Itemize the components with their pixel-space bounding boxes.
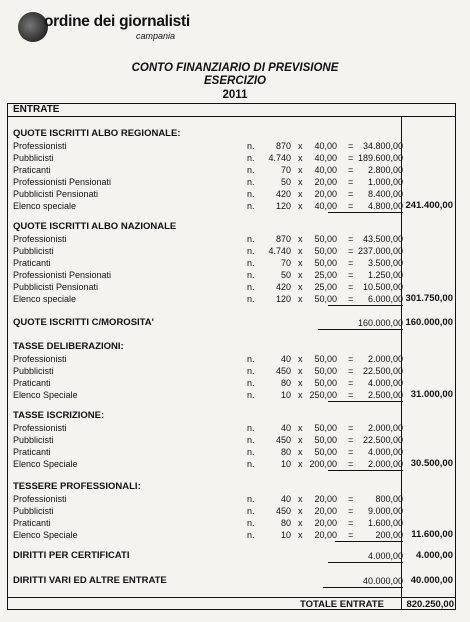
table-row (13, 164, 453, 176)
row-amount: 4.800,00 (328, 200, 403, 213)
row-count: 420 (275, 281, 291, 292)
grand-total-bar (7, 597, 456, 610)
document-subtitle: ESERCIZIO (204, 75, 266, 87)
row-times: x (298, 423, 303, 433)
row-rate: 200,00 (309, 458, 337, 469)
row-rate: 50,00 (314, 234, 337, 244)
table-row (13, 493, 453, 505)
table-row (13, 140, 453, 152)
row-n: n. (247, 269, 255, 280)
table-row (13, 377, 453, 389)
row-times: x (298, 458, 303, 469)
row-times: x (298, 269, 303, 280)
row-equals: = (348, 365, 354, 376)
section-total: 31.000,00 (410, 388, 453, 400)
row-equals: = (348, 517, 354, 528)
row-count: 420 (275, 188, 291, 199)
section-title: TASSE ISCRIZIONE: (13, 410, 105, 421)
logo (18, 8, 218, 48)
row-amount: 2.800,00 (367, 164, 403, 175)
row-rate: 50,00 (314, 365, 337, 376)
row-label: Praticanti (13, 257, 51, 268)
row-count: 80 (280, 517, 291, 528)
row-count: 40 (280, 423, 291, 433)
grand-total-value: 820.250,00 (406, 599, 454, 610)
row-n: n. (247, 141, 255, 151)
row-amount: 2.000,00 (367, 423, 403, 433)
row-equals: = (348, 152, 354, 163)
row-equals: = (348, 458, 354, 469)
row-rate: 50,00 (314, 434, 337, 445)
row-amount: 1.000,00 (367, 176, 403, 187)
section-total: 30.500,00 (410, 457, 453, 469)
row-times: x (298, 188, 303, 199)
section-total: 301.750,00 (405, 292, 453, 304)
row-amount: 2.000,00 (328, 458, 403, 471)
row-label: Pubblicisti (13, 152, 54, 163)
row-count: 70 (280, 257, 291, 268)
row-times: x (298, 234, 303, 244)
row-equals: = (348, 423, 354, 433)
section-total: 160.000,00 (405, 317, 453, 328)
section-total: 11.600,00 (411, 528, 453, 540)
row-rate: 50,00 (314, 446, 337, 457)
table-row (13, 269, 453, 281)
row-rate: 40,00 (314, 200, 337, 211)
section-title: QUOTE ISCRITTI C/MOROSITA' (13, 317, 154, 328)
section-total: 241.400,00 (405, 199, 453, 211)
row-count: 120 (275, 293, 291, 304)
logo-subtitle: campania (136, 31, 176, 41)
row-times: x (298, 354, 303, 364)
row-label: Professionisti (13, 234, 67, 244)
row-rate: 50,00 (314, 377, 337, 388)
grand-total-label: TOTALE ENTRATE (300, 599, 384, 610)
row-times: x (298, 257, 303, 268)
row-equals: = (348, 200, 354, 211)
row-count: 40 (280, 354, 291, 364)
row-rate: 20,00 (314, 494, 337, 504)
row-times: x (298, 529, 303, 540)
table-row (13, 257, 453, 269)
row-n: n. (247, 234, 255, 244)
row-rate: 50,00 (314, 293, 337, 304)
row-label: Elenco speciale (13, 293, 77, 304)
row-rate: 50,00 (314, 423, 337, 433)
row-amount: 9.000,00 (367, 505, 403, 516)
row-rate: 20,00 (314, 176, 337, 187)
row-times: x (298, 176, 303, 187)
row-amount: 4.000,00 (367, 377, 403, 388)
table-row (13, 317, 453, 329)
row-count: 450 (275, 365, 291, 376)
table-row (13, 446, 453, 458)
row-label: Pubblicisti Pensionati (13, 188, 99, 199)
logo-name: ordine dei giornalisti (44, 13, 190, 30)
row-label: Pubblicisti Pensionati (13, 281, 99, 292)
row-times: x (298, 517, 303, 528)
table-row (13, 233, 453, 245)
row-label: Praticanti (13, 164, 51, 175)
row-amount: 2.000,00 (367, 354, 403, 364)
row-rate: 50,00 (314, 257, 337, 268)
row-equals: = (348, 188, 354, 199)
row-n: n. (247, 164, 255, 175)
row-count: 80 (280, 446, 291, 457)
row-n: n. (247, 365, 255, 376)
section-title: DIRITTI VARI ED ALTRE ENTRATE (13, 575, 167, 586)
row-label: Professionisti (13, 423, 67, 433)
row-label: Pubblicisti (13, 434, 54, 445)
row-rate: 250,00 (309, 389, 337, 400)
table-row (13, 152, 453, 164)
row-label: Elenco Speciale (13, 529, 78, 540)
row-count: 80 (280, 377, 291, 388)
row-times: x (298, 365, 303, 376)
row-n: n. (247, 281, 255, 292)
row-rate: 50,00 (314, 245, 337, 256)
row-label: Professionisti Pensionati (13, 176, 112, 187)
row-n: n. (247, 245, 255, 256)
row-count: 120 (275, 200, 291, 211)
row-count: 450 (275, 505, 291, 516)
row-rate: 20,00 (314, 188, 337, 199)
row-equals: = (348, 494, 354, 504)
table-row (13, 517, 453, 529)
row-n: n. (247, 188, 255, 199)
row-equals: = (348, 164, 354, 175)
row-rate: 40,00 (314, 141, 337, 151)
grand-total-divider (401, 597, 402, 610)
row-times: x (298, 281, 303, 292)
table-row (13, 422, 453, 434)
row-label: Praticanti (13, 446, 51, 457)
row-label: Professionisti Pensionati (13, 269, 112, 280)
table-row (13, 434, 453, 446)
row-count: 10 (280, 389, 291, 400)
row-count: 10 (280, 458, 291, 469)
row-count: 4.740 (268, 152, 291, 163)
row-rate: 20,00 (314, 505, 337, 516)
row-equals: = (348, 257, 354, 268)
row-equals: = (348, 529, 354, 540)
section-total: 40.000,00 (410, 575, 453, 586)
row-rate: 25,00 (314, 281, 337, 292)
row-label: Professionisti (13, 141, 67, 151)
row-n: n. (247, 257, 255, 268)
table-row (13, 200, 453, 212)
row-count: 50 (280, 269, 291, 280)
row-n: n. (247, 354, 255, 364)
table-row (13, 245, 453, 257)
document-year: 2011 (222, 89, 248, 101)
row-equals: = (348, 446, 354, 457)
table-row (13, 389, 453, 401)
row-rate: 20,00 (314, 517, 337, 528)
table-row (13, 505, 453, 517)
row-count: 870 (275, 234, 291, 244)
row-times: x (298, 245, 303, 256)
section-title: QUOTE ISCRITTI ALBO NAZIONALE (13, 221, 177, 232)
row-count: 40 (280, 494, 291, 504)
table-row (13, 176, 453, 188)
row-times: x (298, 377, 303, 388)
row-equals: = (348, 269, 354, 280)
row-n: n. (247, 200, 255, 211)
table-row (13, 458, 453, 470)
row-rate: 40,00 (314, 164, 337, 175)
row-equals: = (348, 141, 354, 151)
row-n: n. (247, 152, 255, 163)
row-equals: = (348, 354, 354, 364)
row-times: x (298, 494, 303, 504)
table-row (13, 575, 453, 587)
row-amount: 3.500,00 (367, 257, 403, 268)
section-title: QUOTE ISCRITTI ALBO REGIONALE: (13, 128, 181, 139)
row-amount: 6.000,00 (328, 293, 403, 306)
row-amount: 8.400,00 (367, 188, 403, 199)
row-count: 70 (280, 164, 291, 175)
row-equals: = (348, 434, 354, 445)
row-n: n. (247, 517, 255, 528)
section-total: 4.000,00 (416, 550, 453, 561)
row-n: n. (247, 458, 255, 469)
row-equals: = (348, 245, 354, 256)
section-title: DIRITTI PER CERTIFICATI (13, 550, 130, 561)
row-label: Elenco Speciale (13, 389, 78, 400)
row-times: x (298, 152, 303, 163)
row-count: 50 (280, 176, 291, 187)
row-count: 450 (275, 434, 291, 445)
table-row (13, 353, 453, 365)
row-amount: 200,00 (335, 529, 403, 542)
document-title: CONTO FINANZIARIO DI PREVISIONE (131, 62, 339, 74)
row-amount: 2.500,00 (328, 389, 403, 402)
row-amount: 1.600,00 (367, 517, 403, 528)
row-n: n. (247, 529, 255, 540)
table-row (13, 281, 453, 293)
row-equals: = (348, 293, 354, 304)
row-n: n. (247, 389, 255, 400)
row-amount: 40.000,00 (323, 575, 403, 588)
row-n: n. (247, 446, 255, 457)
row-label: Praticanti (13, 377, 51, 388)
row-n: n. (247, 494, 255, 504)
row-label: Elenco Speciale (13, 458, 78, 469)
table-row (13, 293, 453, 305)
table-row (13, 365, 453, 377)
row-label: Elenco speciale (13, 200, 77, 211)
row-amount: 22.500,00 (362, 365, 403, 376)
row-equals: = (348, 389, 354, 400)
row-amount: 160.000,00 (318, 317, 403, 330)
row-count: 10 (280, 529, 291, 540)
row-label: Pubblicisti (13, 245, 54, 256)
row-amount: 22.500,00 (362, 434, 403, 445)
row-label: Professionisti (13, 354, 67, 364)
row-amount: 4.000,00 (367, 446, 403, 457)
row-amount: 189.600,00 (357, 152, 403, 163)
row-amount: 4.000,00 (328, 550, 403, 563)
row-equals: = (348, 377, 354, 388)
row-times: x (298, 200, 303, 211)
row-label: Praticanti (13, 517, 51, 528)
row-rate: 20,00 (314, 529, 337, 540)
row-times: x (298, 505, 303, 516)
row-label: Pubblicisti (13, 365, 54, 376)
row-amount: 43.500,00 (362, 234, 403, 244)
section-title: TASSE DELIBERAZIONI: (13, 341, 124, 352)
row-n: n. (247, 423, 255, 433)
row-times: x (298, 141, 303, 151)
row-count: 870 (275, 141, 291, 151)
row-rate: 50,00 (314, 354, 337, 364)
row-count: 4.740 (268, 245, 291, 256)
row-amount: 800,00 (375, 494, 403, 504)
table-row (13, 550, 453, 562)
row-label: Professionisti (13, 494, 67, 504)
row-n: n. (247, 434, 255, 445)
row-amount: 34.800,00 (362, 141, 403, 151)
row-equals: = (348, 505, 354, 516)
row-n: n. (247, 377, 255, 388)
row-times: x (298, 446, 303, 457)
row-n: n. (247, 505, 255, 516)
row-n: n. (247, 176, 255, 187)
row-times: x (298, 164, 303, 175)
row-label: Pubblicisti (13, 505, 54, 516)
row-times: x (298, 293, 303, 304)
row-equals: = (348, 176, 354, 187)
row-rate: 25,00 (314, 269, 337, 280)
row-times: x (298, 389, 303, 400)
table-header: ENTRATE (7, 103, 456, 117)
table-row (13, 188, 453, 200)
row-equals: = (348, 234, 354, 244)
row-rate: 40,00 (314, 152, 337, 163)
table-row (13, 529, 453, 541)
row-times: x (298, 434, 303, 445)
row-amount: 237.000,00 (357, 245, 403, 256)
row-equals: = (348, 281, 354, 292)
row-n: n. (247, 293, 255, 304)
row-amount: 1.250,00 (367, 269, 403, 280)
section-title: TESSERE PROFESSIONALI: (13, 481, 141, 492)
row-amount: 10.500,00 (362, 281, 403, 292)
